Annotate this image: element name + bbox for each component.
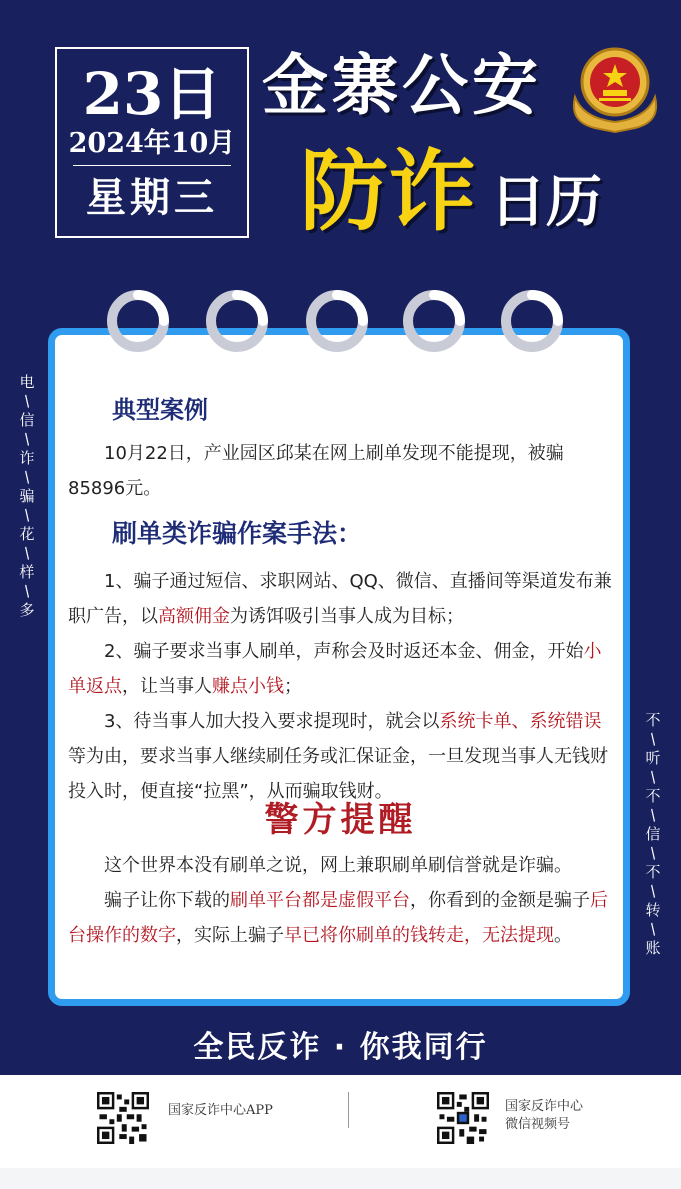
date-box: [55, 47, 249, 238]
case-heading: 典型案例: [112, 396, 208, 424]
case-text: 10月22日，产业园区邱某在网上刷单发现不能提现，被骗85896元。: [68, 443, 564, 499]
calendar-ring-icon: [305, 287, 369, 357]
side-char: 不: [645, 711, 661, 729]
calendar-ring-icon: [402, 287, 466, 357]
side-char: 信: [19, 411, 35, 429]
qr-code-icon[interactable]: [437, 1092, 489, 1144]
case-text-block: [68, 436, 616, 506]
side-char: 不: [645, 863, 661, 881]
footer: [0, 1075, 681, 1168]
alert-text-block: [68, 848, 616, 953]
method-paragraph-2: 2、骗子要求当事人刷单，声称会及时返还本金、佣金，开始小单返点，让当事人赚点小钱；: [68, 641, 602, 697]
date-year-month: 2024年10月: [68, 128, 236, 159]
side-char: 骗: [19, 487, 35, 505]
side-slogan-left: 电 / 信 / 诈 / 骗 / 花 / 样 / 多: [12, 372, 42, 620]
footer-label-app: 国家反诈中心APP: [168, 1103, 273, 1118]
highlight-text: 系统卡单、系统错误: [439, 711, 602, 732]
highlight-text: 刷单平台都是虚假平台: [230, 890, 410, 911]
side-char: 花: [19, 525, 35, 543]
side-slogan-right: 不 / 听 / 不 / 信 / 不 / 转 / 账: [638, 710, 668, 958]
side-char: 转: [645, 901, 661, 919]
highlight-text: 早已将你刷单的钱转走，无法提现: [284, 925, 554, 946]
highlight-text: 赚点小钱: [212, 676, 284, 697]
highlight-text: 小单返点: [68, 641, 602, 697]
title-anti-fraud: 防诈: [300, 140, 477, 243]
method-text-block: [68, 564, 616, 809]
footer-label-wechat: 国家反诈中心 微信视频号: [505, 1099, 584, 1132]
police-badge-icon: [565, 42, 665, 134]
date-weekday: 星期三: [86, 174, 218, 221]
side-char: 样: [19, 563, 35, 581]
side-char: 诈: [19, 449, 35, 467]
highlight-text: 高额佣金: [158, 606, 230, 627]
footer-divider: [348, 1092, 349, 1128]
side-char: 听: [645, 749, 661, 767]
method-paragraph-3: 3、待当事人加大投入要求提现时，就会以系统卡单、系统错误等为由，要求当事人继续刷任务或汇保证金，一旦发现当事人无钱财投入时，便直接“拉黑”，从而骗取钱财。: [68, 711, 608, 802]
title-police-name: 金寨公安: [262, 47, 542, 124]
alert-paragraph-1: 这个世界本没有刷单之说，网上兼职刷单刷信誉就是诈骗。: [104, 855, 572, 876]
calendar-ring-icon: [106, 287, 170, 357]
date-day: 23日: [82, 60, 222, 128]
side-char: 电: [19, 373, 35, 391]
side-char: 账: [645, 939, 661, 957]
method-paragraph-1: 1、骗子通过短信、求职网站、QQ、微信、直播间等渠道发布兼职广告，以高额佣金为诱饵吸引当事人成为目标；: [68, 571, 612, 627]
calendar-ring-icon: [205, 287, 269, 357]
side-char: 信: [645, 825, 661, 843]
calendar-ring-icon: [500, 287, 564, 357]
alert-paragraph-2: 骗子让你下载的刷单平台都是虚假平台，你看到的金额是骗子后台操作的数字，实际上骗子早已将你刷单的钱转走，无法提现。: [68, 890, 608, 946]
alert-heading: 警方提醒: [264, 800, 417, 840]
side-char: 不: [645, 787, 661, 805]
title-calendar: 日历: [490, 170, 602, 235]
side-char: 多: [19, 601, 35, 619]
bottom-slogan: 全民反诈 · 你我同行: [193, 1030, 488, 1065]
qr-code-icon[interactable]: [97, 1092, 149, 1144]
method-heading: 刷单类诈骗作案手法：: [112, 519, 363, 548]
highlight-text: 后台操作的数字: [68, 890, 608, 946]
date-divider: [73, 165, 231, 166]
